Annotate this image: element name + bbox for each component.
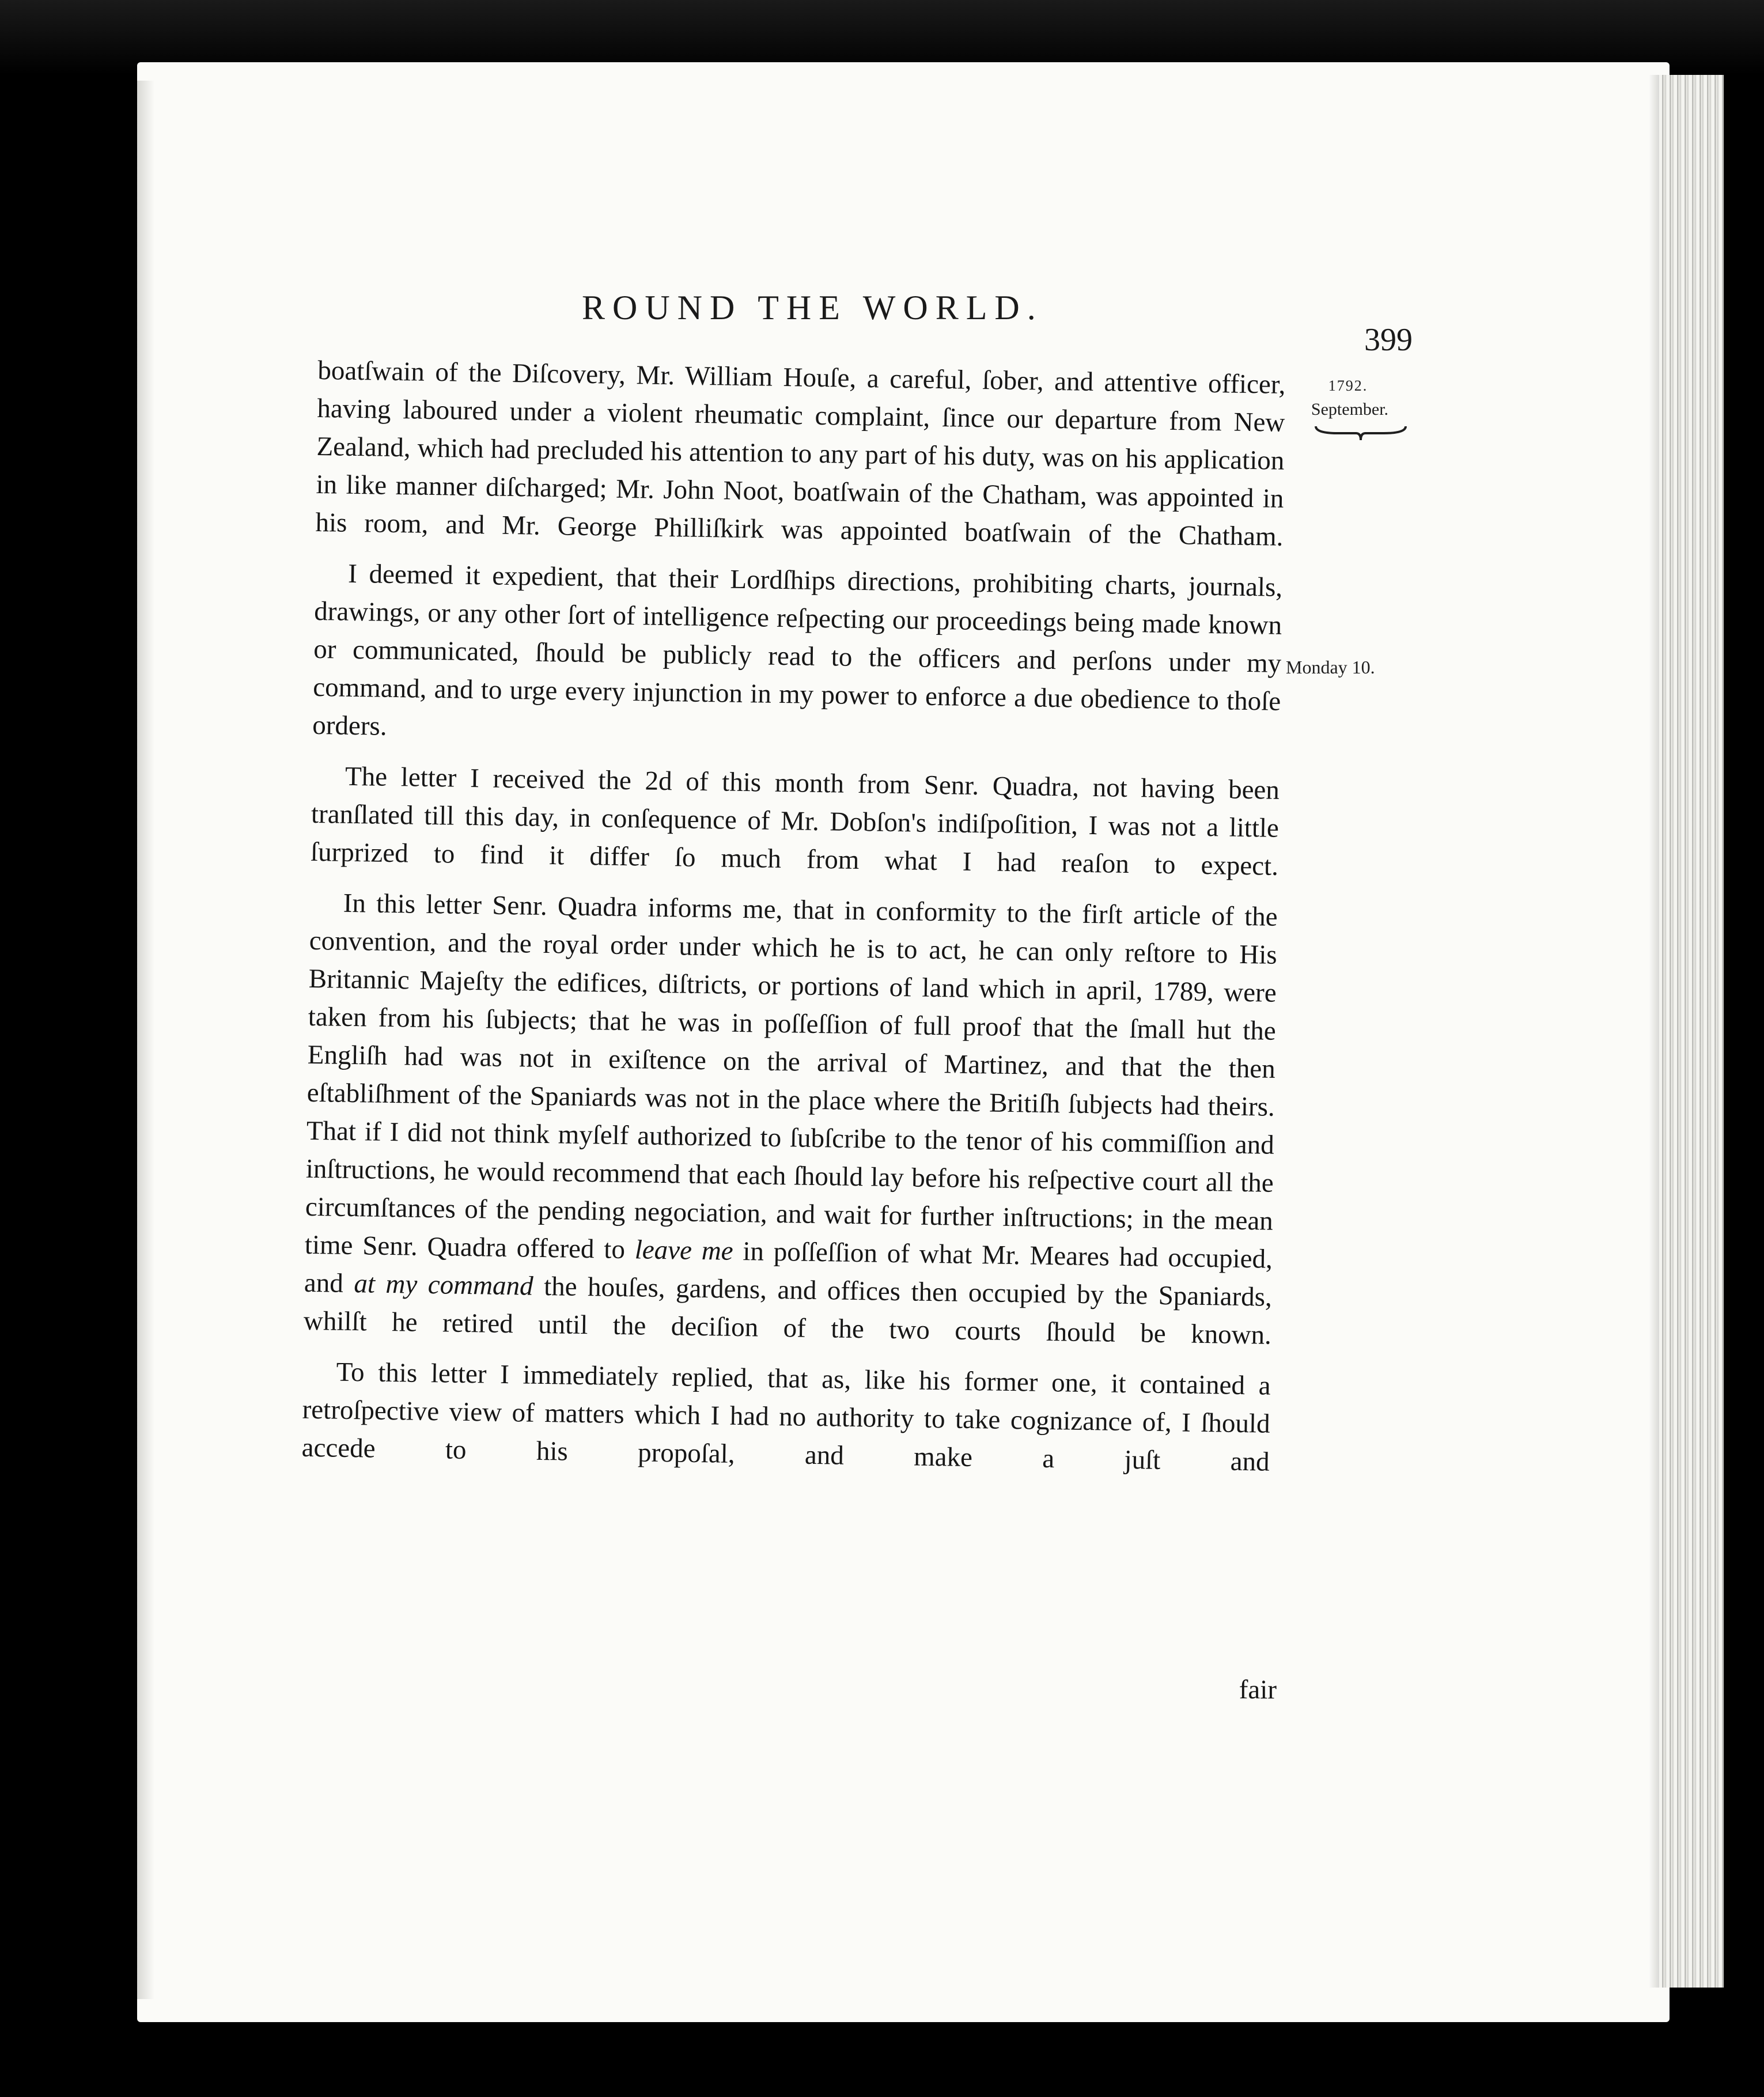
margin-note-date: Monday 10. [1286,657,1375,677]
paragraph-4-text-middle: in poſſeſſion of what Mr. Meares had occupied, and [304,1236,1273,1299]
body-text [301,351,1286,1494]
running-head: ROUND THE WORLD. [582,289,1043,327]
catchword: fair [1239,1675,1277,1705]
paragraph-4 [304,884,1278,1354]
page-stack-edge [1659,75,1724,1988]
margin-note-year: 1792. [1328,377,1368,394]
curly-brace-icon [1315,424,1407,441]
paragraph-1: boatſwain of the Diſcovery, Mr. William Houſe, a careful, ſober, and attentive officer, having laboured under a violent rheumatic complaint, ſince our departure from New Zealand, which had precluded his attention to any part of his duty, was on his application in like manner diſcharged; Mr. John Noot, boatſwain of the Chatham, was appointed in his room, and Mr. George Philliſkirk was appointed boatſwain of the Chatham. [315,355,1286,552]
margin-note-month: September. [1311,400,1389,419]
paragraph-4-text-after: the houſes, gardens, and offices then occupied by the Spaniards, whilſt he retired until the deciſion of the two courts ſhould be known. [303,1271,1273,1350]
paragraph-2: I deemed it expedient, that their Lordſhips directions, prohibiting charts, journals, drawings, or any other ſort of intelligence reſpecting our proceedings being made known or communicated, ſhould be publicly read to the officers and perſons under my command, and to urge every injunction in my power to enforce a due obedience to thoſe orders. [312,558,1283,741]
paragraph-5: To this letter I immediately replied, that as, like his former one, it contained a retroſpective view of matters which I had no authority to take cognizance of, I ſhould accede to his propoſal, and make a juſt and [301,1357,1271,1477]
paragraph-4-text-before: In this letter Senr. Quadra informs me, that in conformity to the firſt article of the convention, and the royal order under which he is to act, he can only reſtore to His Britannic Majeſty the edifices, diſtricts, or portions of land which in april, 1789, were taken from his ſubjects; that he was in poſſeſſion of full proof that the ſmall hut the Engliſh had was not in exiſtence on the arrival of Martinez, and that the then eſtabliſhment of the Spaniards was not in the place where the Britiſh ſubjects had theirs. That if I did not think myſelf authorized to ſubſcribe to the tenor of his commiſſion and inſtructions, he would recommend that each ſhould lay before his reſpective court all the circumſtances of the pending negociation, and wait for further inſtructions; in the mean time Senr. Quadra offered to [304,888,1278,1265]
paragraph-4-italic-leave-me: leave me [634,1235,733,1266]
paragraph-3: The letter I received the 2d of this month from Senr. Quadra, not having been tranſlated till this day, in conſequence of Mr. Dobſon's indiſpoſition, I was not a little ſurprized to find it differ ſo much from what I had reaſon to expect. [310,761,1280,881]
paragraph-4-italic-at-my-command: at my command [354,1269,533,1301]
page-number: 399 [1364,322,1413,358]
page-gutter-shadow [137,81,154,1999]
